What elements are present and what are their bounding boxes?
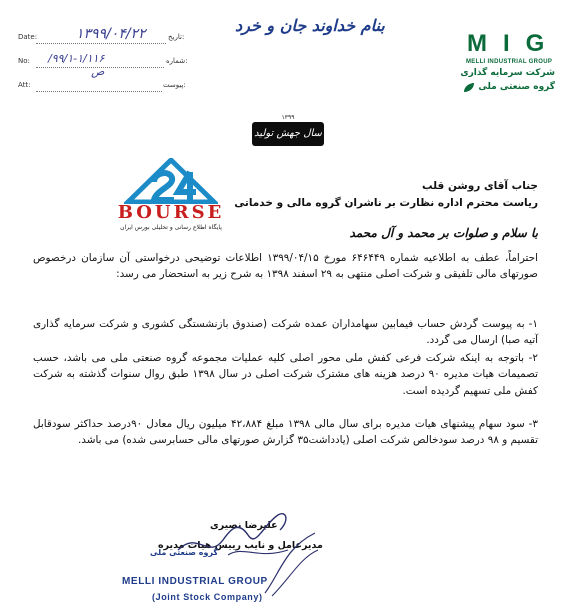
stamp-fa-text: گروه صنعتی ملی bbox=[150, 548, 219, 557]
body-paragraph-item-3: ۳- سود سهام پیشنهای هیات مدیره برای سال مالی ۱۳۹۸ مبلغ ۴۲،۸۸۴ میلیون ریال معادل ۹۰درصد حداکثر سودقابل تقسیم و ۹۸ درصد سودخالص شرکت اصلی (یادداشت۳۵ گزارش صورتهای مالی حسابرسی شده) می باشد. bbox=[33, 418, 538, 447]
stamp-en-type: (Joint Stock Company) bbox=[152, 592, 263, 602]
attachment-label-fa: پیوست: bbox=[163, 81, 186, 89]
year-badge-year: ۱۳۹۹ bbox=[281, 114, 295, 121]
bourse-logo-caption: پایگاه اطلاع رسانی و تحلیلی بورس ایران bbox=[120, 224, 222, 231]
mig-logo-fa-line1: شرکت سرمایه گذاری bbox=[460, 68, 555, 78]
date-value: ۱۳۹۹/۰۴/۲۲ bbox=[76, 26, 146, 42]
bourse-emblem-icon bbox=[124, 158, 218, 204]
mig-leaf-icon bbox=[462, 82, 476, 94]
bourse-logo bbox=[106, 158, 236, 238]
stamp-en-name: MELLI INDUSTRIAL GROUP bbox=[122, 576, 268, 587]
date-label-fa: تاریخ: bbox=[168, 33, 185, 41]
bourse-logo-word: BOURSE bbox=[117, 202, 225, 223]
recipient-name: جناب آقای روشن قلب bbox=[422, 180, 538, 192]
mig-logo-letters: MIG bbox=[467, 30, 561, 57]
number-label: No: bbox=[18, 57, 30, 65]
attachment-dots bbox=[36, 82, 162, 92]
stamp-seal-icon bbox=[260, 528, 320, 598]
basmala-heading: بنام خداوند جان و خرد bbox=[235, 16, 385, 35]
year-badge bbox=[248, 114, 328, 148]
attachment-label: Att: bbox=[18, 81, 31, 89]
greeting: با سلام و صلوات بر محمد و آل محمد bbox=[349, 226, 538, 240]
mig-logo-subtitle: MELLI INDUSTRIAL GROUP bbox=[466, 59, 553, 65]
number-value: ۹۹/۱-۱/۱۱۶/ص bbox=[47, 52, 105, 78]
year-badge-text: سال جهش تولید bbox=[252, 122, 324, 146]
signatory-name: علیرضا نصیری bbox=[210, 520, 278, 531]
company-stamp bbox=[110, 548, 295, 608]
date-label: Date: bbox=[18, 33, 38, 41]
signatory-title: مدیرعامل و نایب رییس هیات مدیره bbox=[158, 540, 323, 551]
mig-logo-fa-line2: گروه صنعتی ملی bbox=[478, 82, 555, 92]
body-paragraph-item-2: ۲- باتوجه به اینکه شرکت فرعی کفش ملی محور اصلی کلیه عملیات مجموعه گروه صنعتی ملی می باشد، حسب تصمیمات هیات مدیره ۹۰ درصد هزینه های مشترک شرکت اصلی در سال ۱۳۹۸ طبق روال سنوات گذشته به شرکت کفش ملی تسهیم گردیده است. bbox=[33, 352, 538, 397]
recipient-title: ریاست محترم اداره نظارت بر ناشران گروه مالی و خدماتی bbox=[234, 197, 538, 209]
number-label-fa: شماره: bbox=[166, 57, 188, 65]
body-paragraph-item-1: ۱- به پیوست گردش حساب فیمابین سهامداران عمده شرکت (صندوق بازنشستگی کشوری و شرکت سرمایه گذاری آتیه صبا) ارسال می گردد. bbox=[33, 318, 538, 347]
body-paragraph-intro: احتراماً، عطف به اطلاعیه شماره ۶۴۶۴۴۹ مورخ ۱۳۹۹/۰۴/۱۵ اطلاعات توضیحی درخواستی آن سازمان درخصوص صورتهای مالی تلفیقی و شرکت اصلی منتهی به ۲۹ اسفند ۱۳۹۸ به شرح زیر به استحضار می رسد: bbox=[33, 252, 538, 281]
